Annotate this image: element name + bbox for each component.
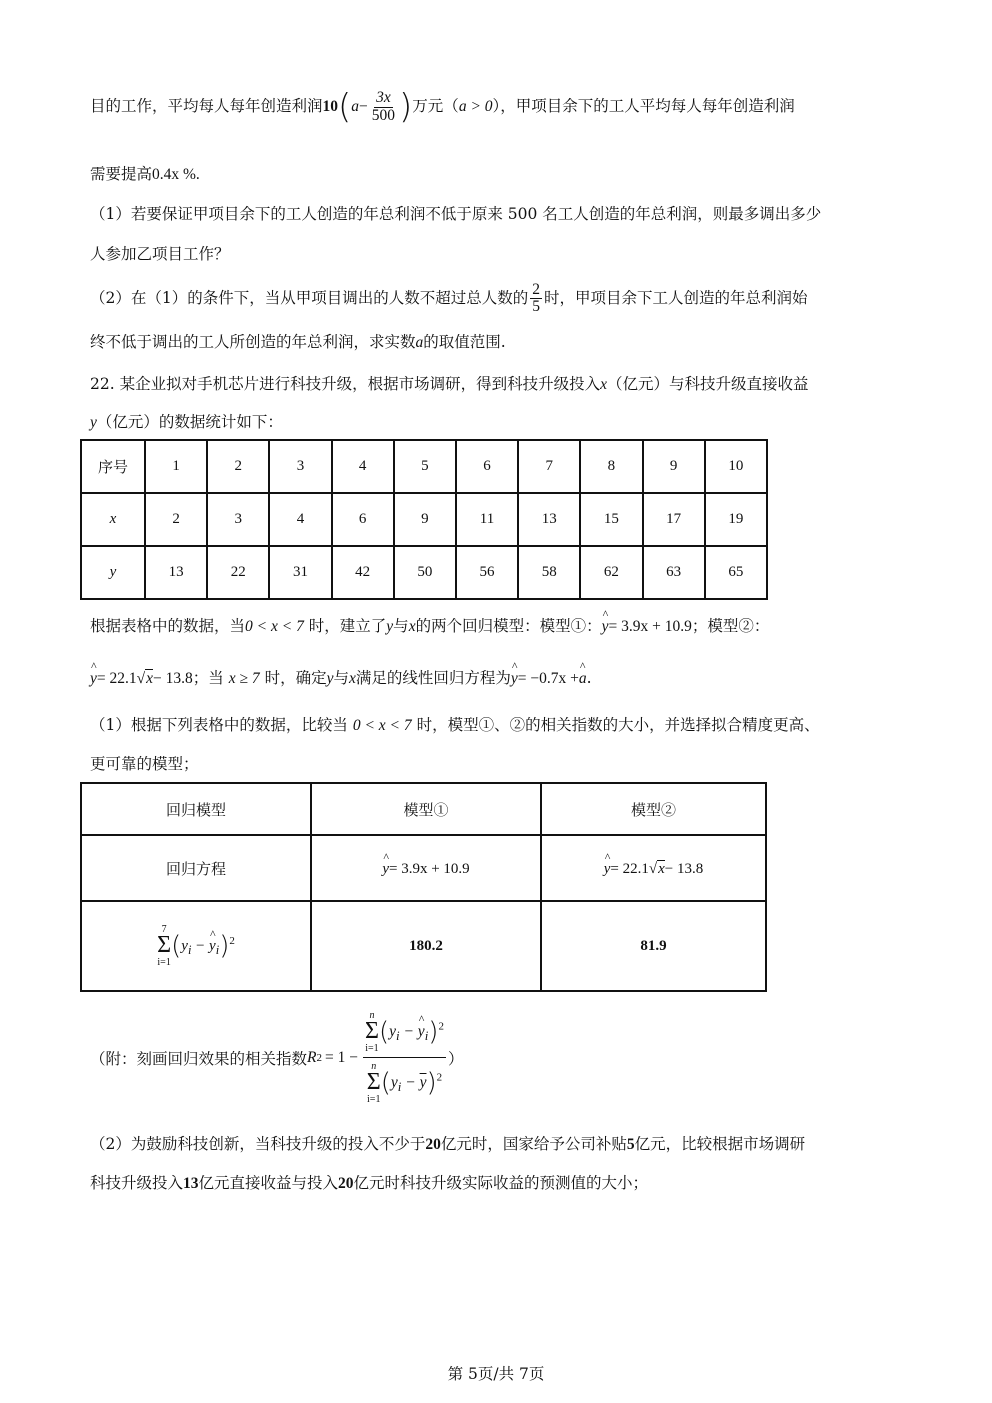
table-row: [81, 901, 766, 991]
text: 科技升级投入: [90, 1174, 184, 1192]
table-cell: 56: [456, 546, 518, 599]
table-cell: 5: [394, 440, 456, 493]
text: 需要提高: [90, 165, 153, 183]
text: （1）若要保证甲项目余下的工人创造的年总利润不低于原来 500 名工人创造的年总利润，则最多调出多少: [90, 205, 822, 223]
table-cell: 31: [269, 546, 331, 599]
table-cell: 13: [145, 546, 207, 599]
sub1-line1: [90, 713, 820, 735]
question-1-line1: [90, 202, 821, 224]
equals-one-minus: = 1 −: [324, 1048, 358, 1066]
text: （2）为鼓励科技创新，当科技升级的投入不少于: [90, 1135, 426, 1153]
table-cell: 4: [269, 493, 331, 546]
text: （亿元）与科技升级直接收益: [606, 375, 809, 393]
text: 万元（: [412, 97, 459, 115]
text: ；模型②：: [691, 617, 770, 635]
text: 目的工作，平均每人每年创造利润: [90, 97, 323, 115]
minus: −: [359, 98, 368, 115]
condition: x ≥ 7: [228, 670, 260, 687]
text: 根据表格中的数据，当: [90, 617, 246, 635]
coef: 10: [322, 98, 339, 115]
table-cell: 3: [269, 440, 331, 493]
text: 时，模型①、②的相关指数的大小，并选择拟合精度更高、: [416, 716, 820, 734]
text: 亿元时科技升级实际收益的预测值的大小；: [353, 1174, 649, 1192]
model-2-const: − 13.8: [153, 670, 193, 687]
header-y: y: [81, 546, 145, 599]
table-cell: 63: [643, 546, 705, 599]
table-cell: 65: [705, 546, 767, 599]
text: 的两个回归模型：模型①：: [415, 617, 602, 635]
table-cell: 9: [394, 493, 456, 546]
r-squared-fraction: n Σ i=1 ($y_i$ − ^ $y_i)^2$ n Σ i=1 $(y_i - \overline{y})^2$: [363, 1010, 446, 1104]
header-model-2: 模型②: [541, 783, 766, 835]
text: 满足的线性回归方程为: [355, 669, 511, 687]
r-squared-note: [90, 1005, 463, 1110]
condition: 0 < x < 7: [352, 717, 412, 734]
var-a: a: [351, 98, 360, 115]
sub1-line2: [90, 752, 199, 774]
question-2-line2: [90, 330, 506, 352]
model-compare-table: [80, 782, 767, 992]
text: 22. 某企业拟对手机芯片进行科技升级，根据市场调研，得到科技升级投入: [90, 375, 601, 393]
exponent: 2: [316, 1051, 322, 1064]
table-cell: 11: [456, 493, 518, 546]
model-2-eq: = 22.1: [96, 670, 137, 687]
table-cell: 58: [518, 546, 580, 599]
y-hat: ^ y: [602, 618, 609, 636]
a-hat: ^ a: [579, 670, 587, 688]
number: 20: [425, 1136, 441, 1153]
text: 亿元，比较根据市场调研: [634, 1135, 806, 1153]
text: ），甲项目余下的工人平均每人每年创造利润: [492, 97, 795, 115]
fraction-2-5: $\frac{2}{5}$: [532, 281, 540, 316]
table-cell: 6: [332, 493, 394, 546]
question-1-line2: [90, 242, 230, 264]
header-x: x: [81, 493, 145, 546]
text: 亿元时，国家给予公司补贴: [440, 1135, 627, 1153]
linear-eq: = −0.7x +: [517, 670, 579, 687]
table-row: [81, 835, 766, 901]
y-hat: ^ y: [90, 670, 97, 688]
question-2-line1: [90, 282, 808, 316]
text: 时，建立了: [308, 617, 387, 635]
var-y: y: [386, 618, 394, 635]
text: 与: [393, 617, 409, 635]
fraction-3x-500: $\frac{3x}{500}$: [371, 89, 396, 124]
label-equation: 回归方程: [81, 835, 311, 901]
table-cell: 7: [518, 440, 580, 493]
table-cell: 50: [394, 546, 456, 599]
text: 时，甲项目余下工人创造的年总利润始: [543, 288, 808, 307]
text: 亿元直接收益与投入: [198, 1174, 339, 1192]
header-model: 回归模型: [81, 783, 311, 835]
text: 与: [333, 669, 349, 687]
condition: a > 0: [458, 98, 493, 115]
condition: 0 < x < 7: [245, 618, 304, 635]
table-cell: 15: [580, 493, 642, 546]
text: 更可靠的模型；: [90, 755, 199, 773]
table-cell: 22: [207, 546, 269, 599]
header-index: 序号: [81, 440, 145, 493]
sub2-line2: [90, 1171, 648, 1193]
table-row: [81, 783, 766, 835]
radicand: x: [146, 670, 154, 687]
data-table: [80, 439, 768, 600]
text: 时，确定: [264, 669, 327, 687]
problem-22-line2: [90, 410, 283, 432]
models-line2: ^ y= 22.1√x− 13.8；当 x ≥ 7 时，确定y与x满足的线性回归方程为^ y= −0.7x +^ a.: [90, 666, 592, 688]
table-row: [81, 440, 767, 493]
text: ；当: [192, 669, 224, 687]
var-x: x: [349, 670, 356, 687]
table-row: [81, 493, 767, 546]
table-cell: 10: [705, 440, 767, 493]
table-cell: 42: [332, 546, 394, 599]
text: 人参加乙项目工作？: [90, 245, 230, 263]
var-y: y: [90, 414, 97, 431]
text: （亿元）的数据统计如下：: [96, 413, 283, 431]
var-x: x: [408, 618, 416, 635]
model-1-eq: = 3.9x + 10.9: [608, 618, 692, 635]
table-cell: 4: [332, 440, 394, 493]
text: .: [586, 669, 592, 687]
problem-22-line1: [90, 372, 809, 394]
text: （2）在（1）的条件下，当从甲项目调出的人数不超过总人数的: [90, 288, 529, 307]
header-model-1: 模型①: [311, 783, 541, 835]
table-cell: 6: [456, 440, 518, 493]
text: （附：刻画回归效果的相关指数: [90, 1049, 308, 1068]
var-x: x: [600, 376, 607, 393]
line-profit: 目的工作，平均每人每年创造利润10(a− $\frac{3x}{500}$ )万元（a > 0），甲项目余下的工人平均每人每年创造利润: [90, 87, 795, 127]
table-row: [81, 546, 767, 599]
table-cell: 1: [145, 440, 207, 493]
r-symbol: R: [307, 1048, 317, 1066]
y-hat: ^ y: [511, 670, 518, 688]
table-cell: 19: [705, 493, 767, 546]
model-1-equation: ^ y= 3.9x + 10.9: [311, 835, 541, 901]
table-cell: 2: [207, 440, 269, 493]
table-cell: 17: [643, 493, 705, 546]
text: （1）根据下列表格中的数据，比较当: [90, 716, 348, 734]
model-2-equation: ^ y= 22.1√x− 13.8: [541, 835, 766, 901]
line-increase: [90, 162, 200, 184]
table-cell: 9: [643, 440, 705, 493]
expr: 0.4x %.: [152, 166, 200, 183]
sum-of-squares-label: 7 Σ i=1 ($y_i$ − ^ $y_i)^2$: [81, 901, 311, 991]
table-cell: 13: [518, 493, 580, 546]
models-line1: [90, 614, 769, 636]
number: 20: [338, 1175, 354, 1192]
var-a: a: [415, 334, 424, 351]
table-cell: 3: [207, 493, 269, 546]
model-1-residual: 180.2: [311, 901, 541, 991]
page-footer: 第 5页/共 7页: [447, 1365, 545, 1383]
table-cell: 2: [145, 493, 207, 546]
table-cell: 62: [580, 546, 642, 599]
text: 的取值范围.: [423, 333, 506, 351]
number: 5: [626, 1136, 635, 1153]
text: 终不低于调出的工人所创造的年总利润，求实数: [90, 333, 416, 351]
number: 13: [183, 1175, 199, 1192]
text: ）: [447, 1049, 464, 1068]
var-y: y: [326, 670, 334, 687]
table-cell: 8: [580, 440, 642, 493]
model-2-residual: 81.9: [541, 901, 766, 991]
sub2-line1: [90, 1132, 805, 1154]
